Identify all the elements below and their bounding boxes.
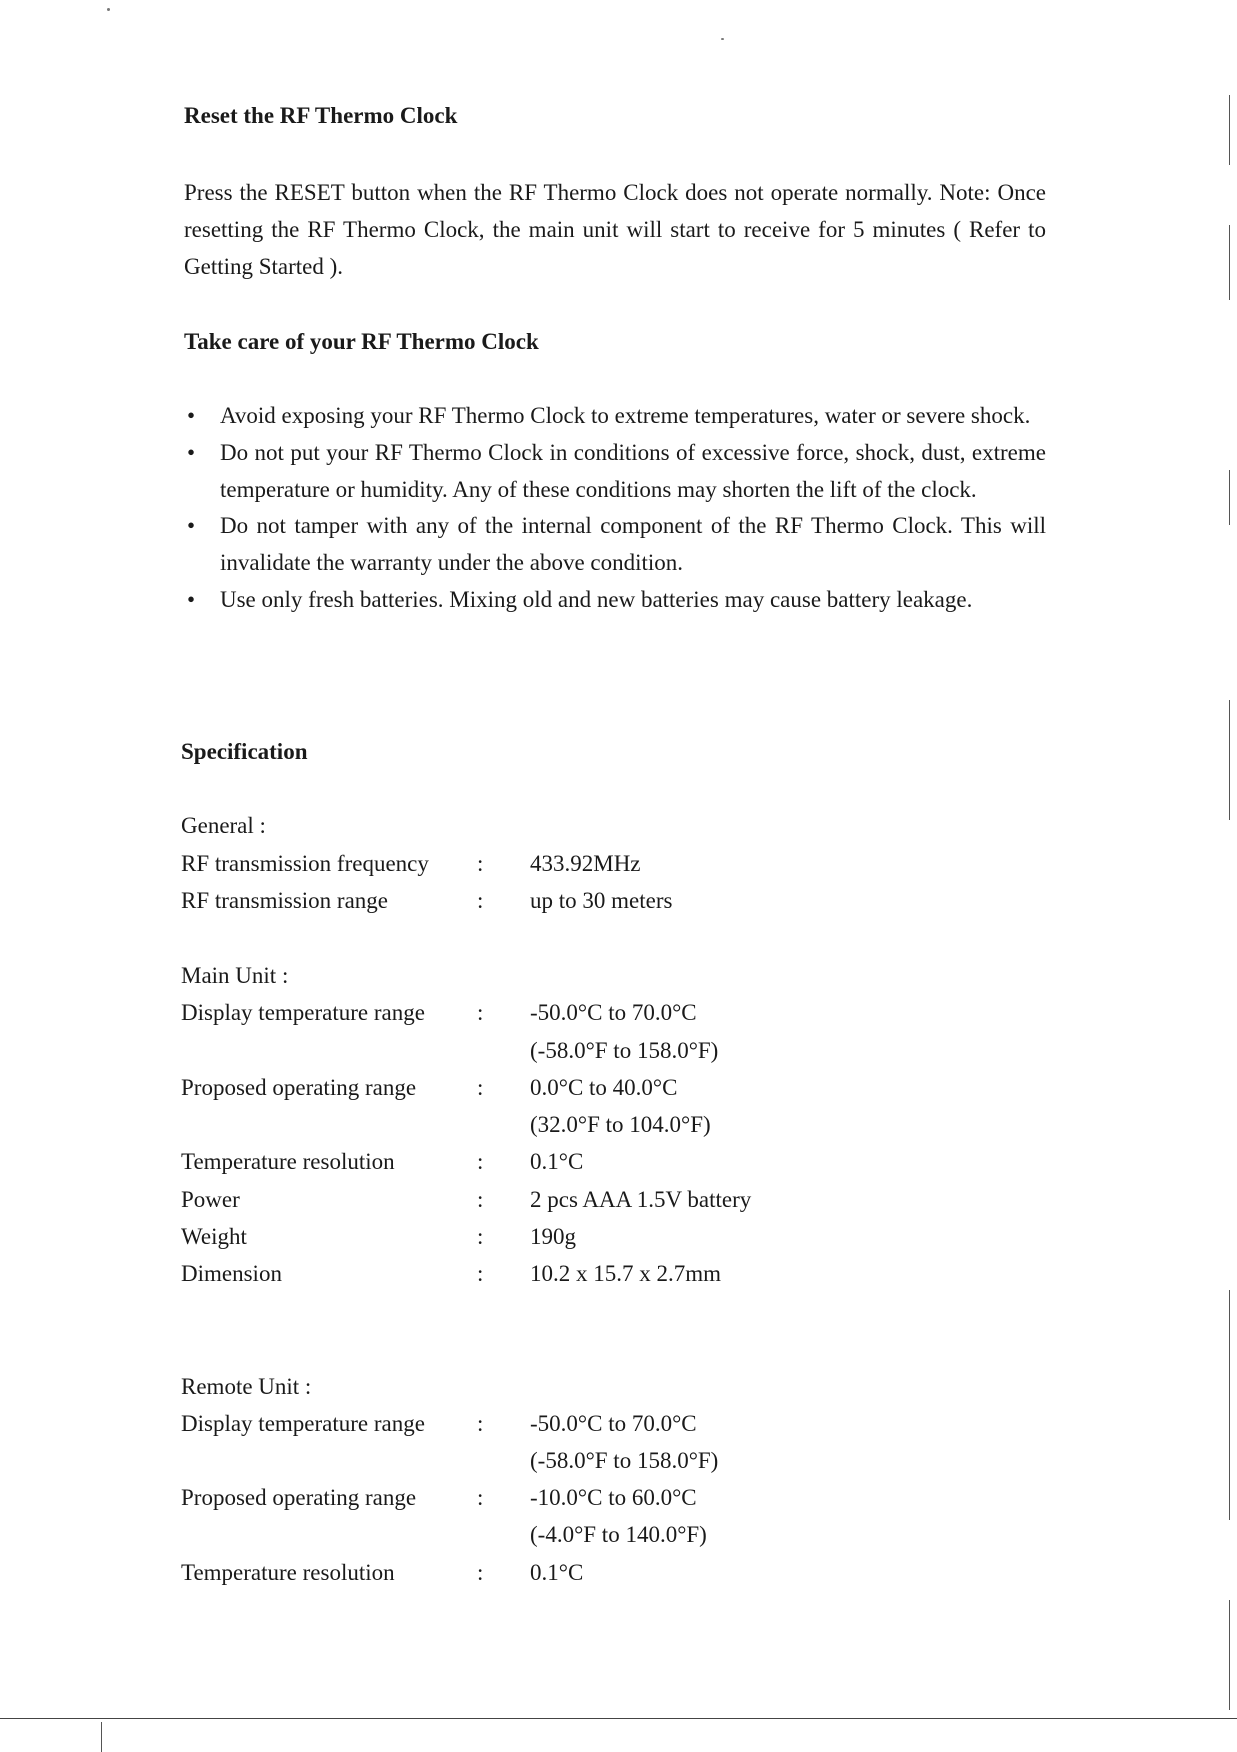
spec-remote-title: Remote Unit : [181,1374,312,1399]
scan-speck [721,38,724,40]
scan-edge-right [1229,225,1230,300]
spec-colon: : [477,1261,484,1286]
care-bullet-text: Avoid exposing your RF Thermo Clock to extreme temperatures, water or severe shock. [220,403,1031,428]
care-bullet-text: Do not tamper with any of the internal component of the RF Thermo Clock. This will invalidate the warranty under the above condition. [220,513,1046,576]
scan-edge-right [1229,95,1230,165]
spec-main-title: Main Unit : [181,963,289,988]
spec-label: Weight [181,1224,247,1249]
bullet-dot: • [186,513,196,539]
care-bullet-text: Do not put your RF Thermo Clock in conditions of excessive force, shock, dust, extreme temperature or humidity. Any of these conditions may shorten the lift of the clock. [220,439,1046,502]
scan-edge-right [1229,1600,1230,1710]
care-bullet-item [184,435,1046,509]
spec-value-secondary: (-4.0°F to 140.0°F) [530,1522,707,1547]
reset-paragraph: Press the RESET button when the RF Thermo Clock does not operate normally. Note: Once resetting the RF Thermo Clock, the main unit will start to receive for 5 minutes ( Refer to Getting Started ). [184,180,1046,279]
care-bullet-item [184,582,1046,619]
scan-edge-bottom [0,1718,1237,1719]
care-bullet-item [184,398,1046,435]
spec-value: -10.0°C to 60.0°C [530,1485,697,1510]
spec-value-secondary: (32.0°F to 104.0°F) [530,1112,711,1137]
care-bullet-item [184,508,1046,582]
spec-label: RF transmission range [181,888,388,913]
spec-label: Power [181,1187,240,1212]
spec-value: 0.1°C [530,1149,584,1174]
spec-label: Temperature resolution [181,1560,395,1585]
spec-label: Proposed operating range [181,1075,417,1100]
spec-heading: Specification [181,739,308,764]
spec-label: RF transmission frequency [181,851,429,876]
scan-edge-right [1229,700,1230,820]
spec-value: 433.92MHz [530,851,641,876]
scan-edge-right [1229,470,1230,525]
bullet-dot: • [186,586,196,612]
care-bullet-list [184,398,1046,619]
scan-edge-right [1229,1290,1230,1520]
spec-value: 2 pcs AAA 1.5V battery [530,1187,752,1212]
spec-value: 0.0°C to 40.0°C [530,1075,678,1100]
spec-colon: : [477,1149,484,1174]
spec-colon: : [477,1224,484,1249]
spec-colon: : [477,1187,484,1212]
spec-colon: : [477,1075,484,1100]
care-heading: Take care of your RF Thermo Clock [184,329,539,354]
spec-value: 190g [530,1224,576,1249]
spec-label: Display temperature range [181,1000,425,1025]
spec-colon: : [477,1485,484,1510]
spec-label: Dimension [181,1261,282,1286]
spec-label: Proposed operating range [181,1485,417,1510]
bullet-dot: • [186,439,196,465]
spec-value-secondary: (-58.0°F to 158.0°F) [530,1038,719,1063]
spec-colon: : [477,888,484,913]
spec-label: Display temperature range [181,1411,425,1436]
reset-heading: Reset the RF Thermo Clock [184,103,458,128]
bullet-dot: • [186,403,196,428]
spec-colon: : [477,1411,484,1436]
scan-edge-bottom-tick [101,1722,102,1752]
spec-colon: : [477,1560,484,1585]
care-bullet-text: Use only fresh batteries. Mixing old and new batteries may cause battery leakage. [220,586,973,612]
spec-general-title: General : [181,813,266,838]
spec-value-secondary: (-58.0°F to 158.0°F) [530,1448,719,1473]
spec-value: 0.1°C [530,1560,584,1585]
spec-label: Temperature resolution [181,1149,395,1174]
spec-value: 10.2 x 15.7 x 2.7mm [530,1261,722,1286]
spec-colon: : [477,851,484,876]
spec-value: -50.0°C to 70.0°C [530,1000,697,1025]
spec-colon: : [477,1000,484,1025]
spec-value: -50.0°C to 70.0°C [530,1411,697,1436]
spec-value: up to 30 meters [530,888,673,913]
scan-speck [107,8,110,11]
